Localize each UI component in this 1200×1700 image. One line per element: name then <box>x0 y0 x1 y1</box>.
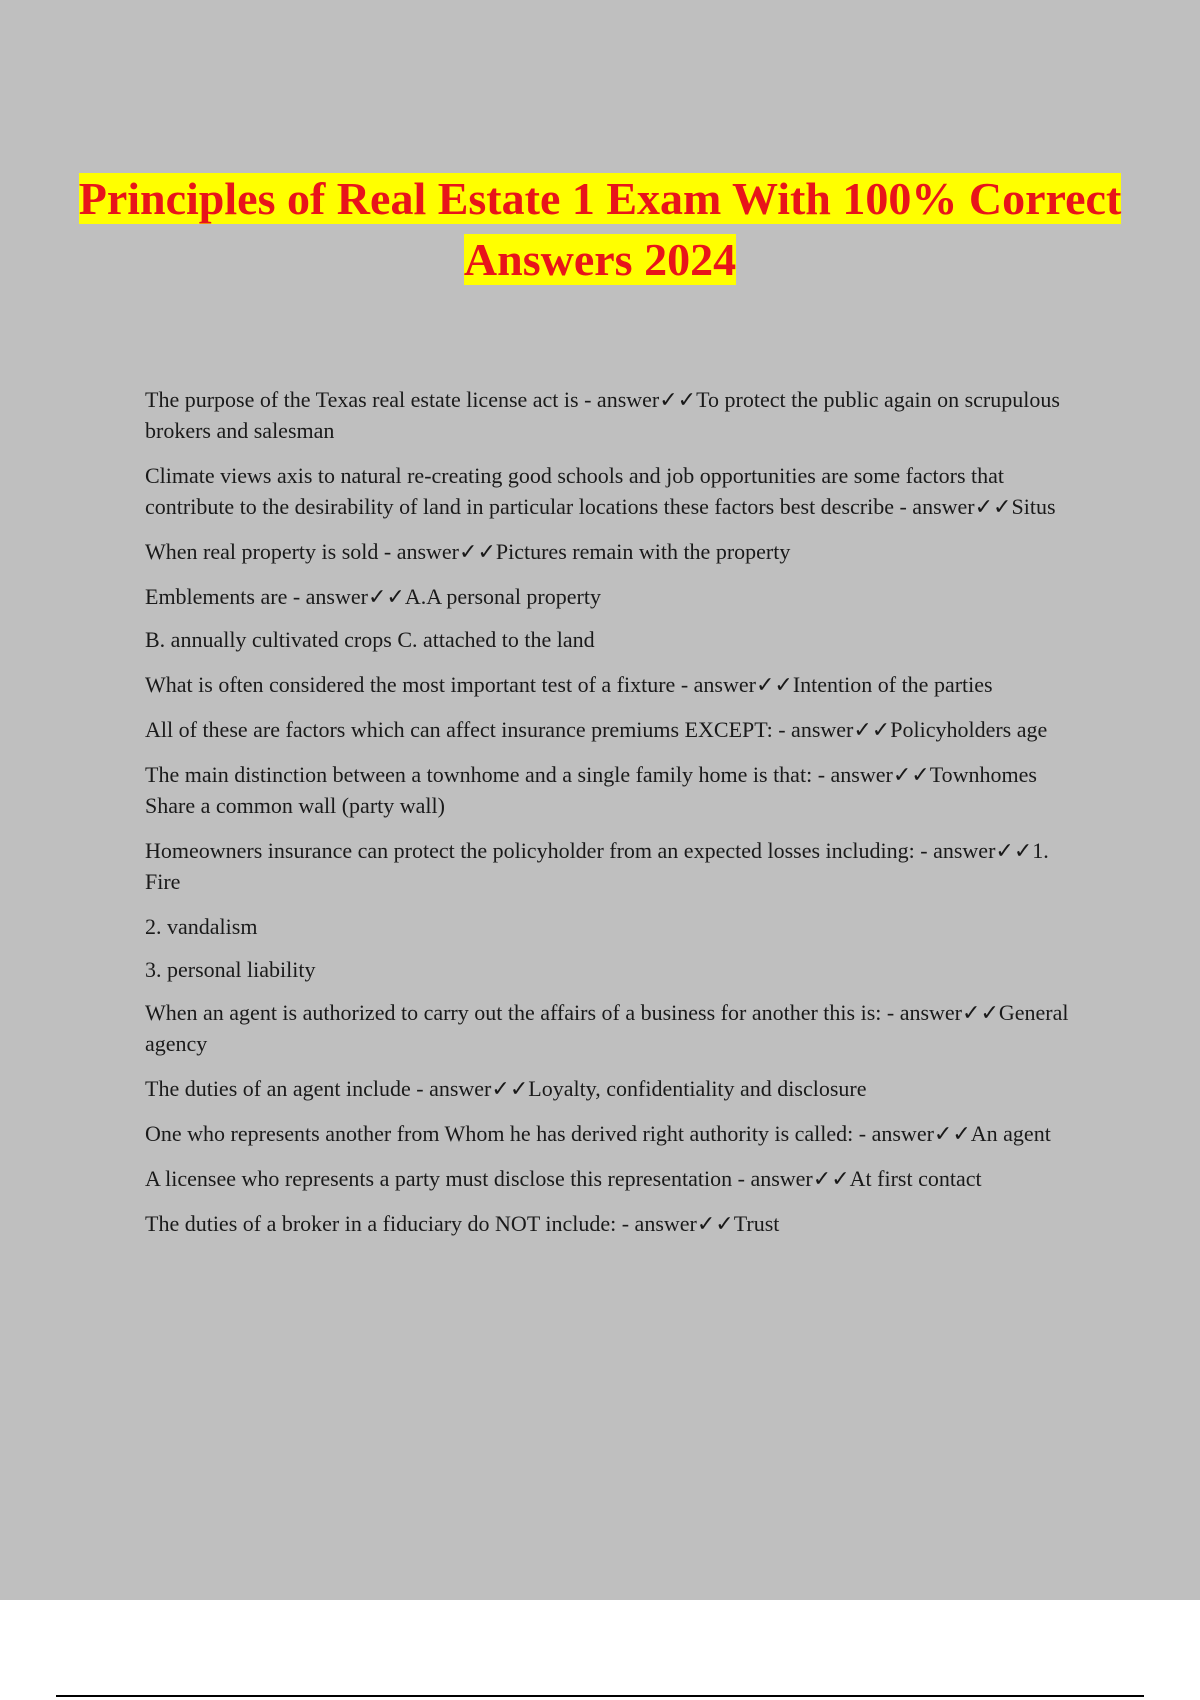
answer-marker: - answer✓✓ <box>287 584 405 609</box>
qa-entry <box>145 384 1085 446</box>
qa-entry <box>145 1073 1085 1104</box>
question-text: The purpose of the Texas real estate license act is <box>145 387 579 412</box>
qa-entry <box>145 1118 1085 1149</box>
question-text: When real property is sold <box>145 539 379 564</box>
answer-text: Townhomes Share a common wall (party wall) <box>145 762 1037 818</box>
question-text: The main distinction between a townhome and a single family home is that: <box>145 762 813 787</box>
document-title: Principles of Real Estate 1 Exam With 100% Correct Answers 2024 <box>78 173 1122 285</box>
answer-text: An agent <box>970 1121 1051 1146</box>
answer-text: Policyholders age <box>890 717 1048 742</box>
qa-entry <box>145 759 1085 821</box>
qa-entry <box>145 997 1085 1059</box>
answer-marker: - answer✓✓ <box>881 1000 999 1025</box>
question-text: Emblements are <box>145 584 288 609</box>
answer-marker: - answer✓✓ <box>853 1121 971 1146</box>
answer-marker: - answer✓✓ <box>675 672 793 697</box>
qa-entry <box>145 536 1085 567</box>
question-text: All of these are factors which can affect insurance premiums EXCEPT: <box>145 717 773 742</box>
answer-marker: - answer✓✓ <box>772 717 891 742</box>
answer-text: At first contact <box>849 1166 982 1191</box>
answer-text: Pictures remain with the property <box>495 539 791 564</box>
question-text: One who represents another from Whom he has derived right authority is called: <box>145 1121 854 1146</box>
title-block <box>0 168 1200 290</box>
qa-entry <box>145 835 1085 897</box>
question-text: The duties of an agent include <box>145 1076 411 1101</box>
answer-text: Intention of the parties <box>792 672 993 697</box>
qa-entry <box>145 581 1085 612</box>
qa-entry <box>145 460 1085 522</box>
answer-text: A.A personal property <box>404 584 601 609</box>
question-text: What is often considered the most important test of a fixture <box>145 672 676 697</box>
qa-entry <box>145 1163 1085 1194</box>
question-text: The duties of a broker in a fiduciary do NOT include: <box>145 1211 617 1236</box>
continuation-line: 2. vandalism <box>145 914 258 939</box>
answer-marker: - answer✓✓ <box>893 494 1012 519</box>
qa-entry <box>145 1208 1085 1239</box>
continuation-line: 3. personal liability <box>145 957 316 982</box>
answer-text: General agency <box>145 1000 1069 1056</box>
answer-marker: - answer✓✓ <box>578 387 697 412</box>
answer-marker: - answer✓✓ <box>812 762 930 787</box>
answer-text: 1. Fire <box>145 838 1049 894</box>
footer-divider <box>56 1695 1144 1697</box>
answer-text: Trust <box>733 1211 780 1236</box>
qa-list <box>145 384 1085 1253</box>
question-text: Climate views axis to natural re-creating good schools and job opportunities are some factors that contribute to the desirability of land in particular locations these factors best describe <box>145 463 1004 519</box>
answer-marker: - answer✓✓ <box>914 838 1033 863</box>
qa-entry <box>145 669 1085 700</box>
qa-entry <box>145 714 1085 745</box>
answer-text: Loyalty, confidentiality and disclosure <box>528 1076 867 1101</box>
answer-text: Situs <box>1011 494 1056 519</box>
question-text: When an agent is authorized to carry out the affairs of a business for another this is: <box>145 1000 882 1025</box>
answer-marker: - answer✓✓ <box>378 539 496 564</box>
answer-marker: - answer✓✓ <box>616 1211 734 1236</box>
question-text: A licensee who represents a party must disclose this representation <box>145 1166 733 1191</box>
answer-marker: - answer✓✓ <box>410 1076 529 1101</box>
answer-text: To protect the public again on scrupulous brokers and salesman <box>145 387 1060 443</box>
answer-marker: - answer✓✓ <box>732 1166 850 1191</box>
question-text: Homeowners insurance can protect the policyholder from an expected losses including: <box>145 838 915 863</box>
continuation-line: B. annually cultivated crops C. attached to the land <box>145 627 595 652</box>
